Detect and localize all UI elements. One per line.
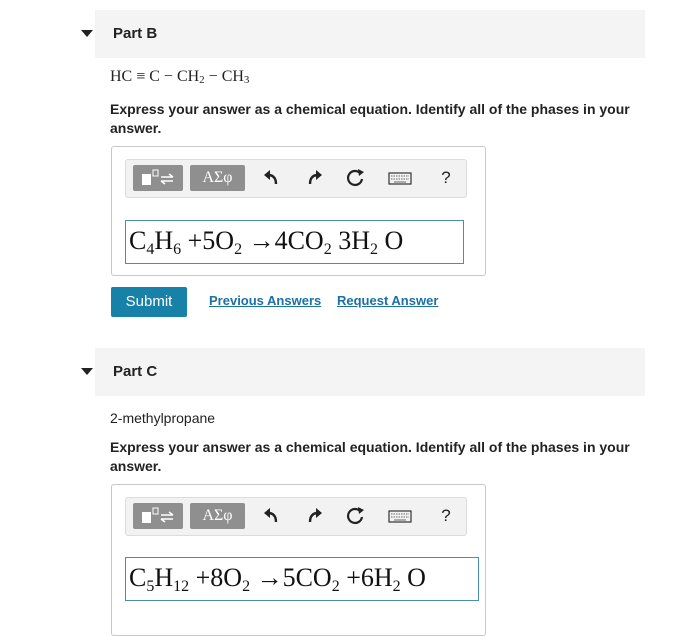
part-c-header[interactable]: [95, 348, 645, 396]
greek-letters-button[interactable]: ΑΣφ: [190, 165, 245, 191]
redo-icon[interactable]: [304, 503, 326, 529]
math-toolbar: [125, 159, 467, 198]
reset-icon[interactable]: [344, 165, 368, 191]
templates-icon: [133, 165, 183, 191]
part-c-answer-editor: [111, 484, 486, 636]
request-answer-link[interactable]: Request Answer: [337, 293, 439, 308]
part-b-formula: HC ≡ $C - CH_2 - CH_3$: [110, 68, 250, 86]
part-c-compound: 2-methylpropane: [110, 410, 216, 426]
previous-answers-link[interactable]: Previous Answers: [209, 293, 322, 308]
part-c-instruction: Express your answer as a chemical equation. Identify all of the phases in your answer.: [110, 439, 630, 474]
templates-icon: [133, 503, 183, 529]
part-b-answer-editor: [111, 146, 486, 276]
part-c-answer-input[interactable]: $C_5H_{12} +8O_2 \to 5CO_2 +6H_2$ O: [125, 557, 479, 601]
templates-button[interactable]: [133, 503, 183, 529]
collapse-caret-icon[interactable]: [81, 368, 93, 375]
greek-letters-button[interactable]: ΑΣφ: [190, 503, 245, 529]
templates-button[interactable]: [133, 165, 183, 191]
part-b-title: Part B: [113, 25, 158, 42]
keyboard-icon[interactable]: [386, 503, 414, 529]
undo-icon[interactable]: [260, 503, 282, 529]
part-b-instruction: Express your answer as a chemical equation. Identify all of the phases in your answer.: [110, 101, 630, 136]
collapse-caret-icon[interactable]: [81, 30, 93, 37]
redo-icon[interactable]: [304, 165, 326, 191]
part-b-header[interactable]: [95, 10, 645, 58]
math-toolbar: [125, 497, 467, 536]
submit-button[interactable]: Submit: [111, 287, 187, 317]
part-b-answer-input[interactable]: $C_4H_6 +5O_2 \to 4CO_2$ $3H_2$ O: [125, 220, 464, 264]
help-icon[interactable]: ?: [441, 506, 451, 525]
help-icon[interactable]: ?: [441, 168, 451, 187]
keyboard-icon[interactable]: [386, 165, 414, 191]
undo-icon[interactable]: [260, 165, 282, 191]
part-c-title: Part C: [113, 363, 158, 380]
reset-icon[interactable]: [344, 503, 368, 529]
